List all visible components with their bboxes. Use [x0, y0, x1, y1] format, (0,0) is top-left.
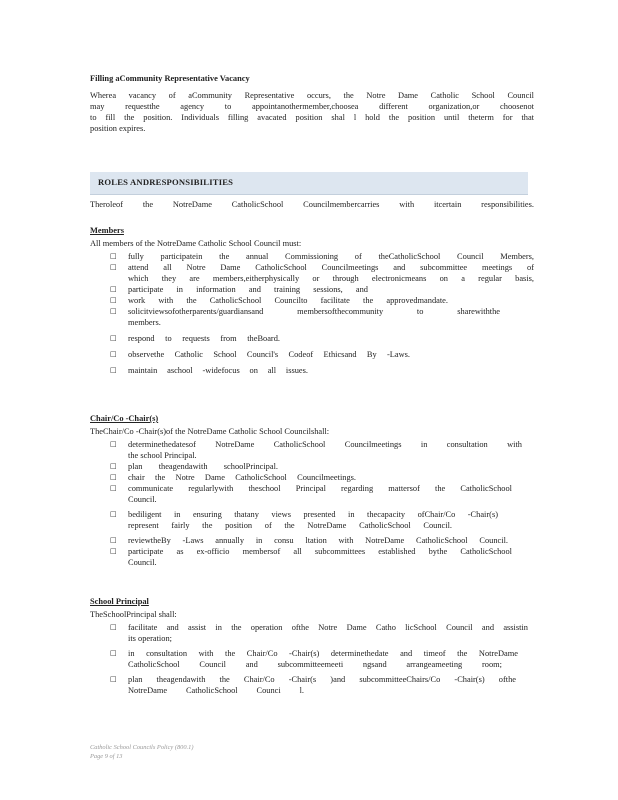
- list-item: □ work with the CatholicSchool Councilto facilitate the approvedmandate.: [110, 296, 448, 305]
- footer-page-number: Page 9 of 13: [90, 753, 123, 760]
- list-item: □ participate in information and training sessions, and: [110, 285, 368, 294]
- list-item: □ plan theagendawith the Chair/Co -Chair(s )and subcommitteeChairs/Co -Chair(s) ofthe: [110, 675, 516, 684]
- list-item-continuation: the school Principal.: [128, 451, 197, 460]
- paragraph-line: to fill the position. Individuals filling avacated position shal l hold the position until theterm for that: [90, 113, 534, 122]
- checkbox-bullet-icon: □: [110, 285, 117, 293]
- principal-heading: School Principal: [90, 597, 149, 606]
- list-item-continuation: members.: [128, 318, 161, 327]
- list-item: □ chair the Notre Dame CatholicSchool Councilmeetings.: [110, 473, 356, 482]
- list-item: □ communicate regularlywith theschool Principal regarding mattersof the CatholicSchool: [110, 484, 512, 493]
- checkbox-bullet-icon: □: [110, 440, 117, 448]
- chair-intro: TheChair/Co -Chair(s)of the NotreDame Catholic School Councilshall:: [90, 427, 330, 436]
- checkbox-bullet-icon: □: [110, 484, 117, 492]
- checkbox-bullet-icon: □: [110, 473, 117, 481]
- checkbox-bullet-icon: □: [110, 366, 117, 374]
- filling-vacancy-heading: Filling aCommunity Representative Vacancy: [90, 74, 250, 83]
- list-item-continuation: its operation;: [128, 634, 172, 643]
- list-item: □ respond to requests from theBoard.: [110, 334, 280, 343]
- checkbox-bullet-icon: □: [110, 536, 117, 544]
- list-item: □ fully participatein the annual Commissioning of theCatholicSchool Council Members,: [110, 252, 534, 261]
- list-item-continuation: Council.: [128, 495, 157, 504]
- checkbox-bullet-icon: □: [110, 307, 117, 315]
- checkbox-bullet-icon: □: [110, 623, 117, 631]
- page-footer: [90, 743, 193, 761]
- checkbox-bullet-icon: □: [110, 334, 117, 342]
- members-heading: Members: [90, 226, 124, 235]
- list-item-continuation: which they are members,eitherphysically or through electronicmeans on a regular basis,: [128, 274, 534, 283]
- principal-intro: TheSchoolPrincipal shall:: [90, 610, 177, 619]
- list-item-continuation: CatholicSchool Council and subcommitteemeeti ngsand arrangeameeting room;: [128, 660, 502, 669]
- chair-heading: Chair/Co -Chair(s): [90, 414, 159, 423]
- list-item: □ observethe Catholic School Council's Codeof Ethicsand By -Laws.: [110, 350, 410, 359]
- paragraph-line: may requestthe agency to appointanothermember,choosea different organization,or choosenot: [90, 102, 534, 111]
- footer-policy-title: Catholic School Councils Policy (800.1): [90, 744, 194, 751]
- roles-section-title: ROLES ANDRESPONSIBILITIES: [98, 177, 234, 187]
- list-item: □ plan theagendawith schoolPrincipal.: [110, 462, 278, 471]
- list-item: □ attend all Notre Dame CatholicSchool Councilmeetings and subcommittee meetings of: [110, 263, 534, 272]
- checkbox-bullet-icon: □: [110, 462, 117, 470]
- checkbox-bullet-icon: □: [110, 263, 117, 271]
- list-item: □ maintain aschool -widefocus on all issues.: [110, 366, 308, 375]
- list-item: □ in consultation with the Chair/Co -Chair(s) determinethedate and timeof the NotreDame: [110, 649, 518, 658]
- principal-list: [90, 622, 534, 696]
- members-list: [90, 251, 534, 376]
- paragraph-line: Wherea vacancy of aCommunity Representative occurs, the Notre Dame Catholic School Council: [90, 91, 534, 100]
- roles-intro: Theroleof the NotreDame CatholicSchool Councilmembercarries with itcertain responsibilities.: [90, 200, 534, 209]
- checkbox-bullet-icon: □: [110, 547, 117, 555]
- members-intro: All members of the NotreDame Catholic School Council must:: [90, 239, 302, 248]
- list-item: □ facilitate and assist in the operation ofthe Notre Dame Catho licSchool Council and assistin: [110, 623, 528, 632]
- list-item-continuation: Council.: [128, 558, 157, 567]
- list-item-continuation: represent fairly the position of the NotreDame CatholicSchool Council.: [128, 521, 452, 530]
- chair-list: [90, 439, 534, 568]
- list-item: □ solicitviewsofotherparents/guardiansand membersofthecommunity to sharewiththe: [110, 307, 500, 316]
- roles-section-band: [90, 172, 528, 195]
- checkbox-bullet-icon: □: [110, 350, 117, 358]
- list-item: □ determinethedatesof NotreDame CatholicSchool Councilmeetings in consultation with: [110, 440, 522, 449]
- checkbox-bullet-icon: □: [110, 510, 117, 518]
- list-item-continuation: NotreDame CatholicSchool Counci l.: [128, 686, 304, 695]
- checkbox-bullet-icon: □: [110, 649, 117, 657]
- list-item: □ reviewtheBy -Laws annually in consu ltation with NotreDame CatholicSchool Council.: [110, 536, 508, 545]
- checkbox-bullet-icon: □: [110, 675, 117, 683]
- paragraph-line: position expires.: [90, 124, 146, 133]
- filling-vacancy-paragraph: [90, 90, 534, 134]
- list-item: □ participate as ex-officio membersof all subcommittees established bythe CatholicSchool: [110, 547, 512, 556]
- checkbox-bullet-icon: □: [110, 296, 117, 304]
- list-item: □ bediligent in ensuring thatany views presented in thecapacity ofChair/Co -Chair(s): [110, 510, 498, 519]
- checkbox-bullet-icon: □: [110, 252, 117, 260]
